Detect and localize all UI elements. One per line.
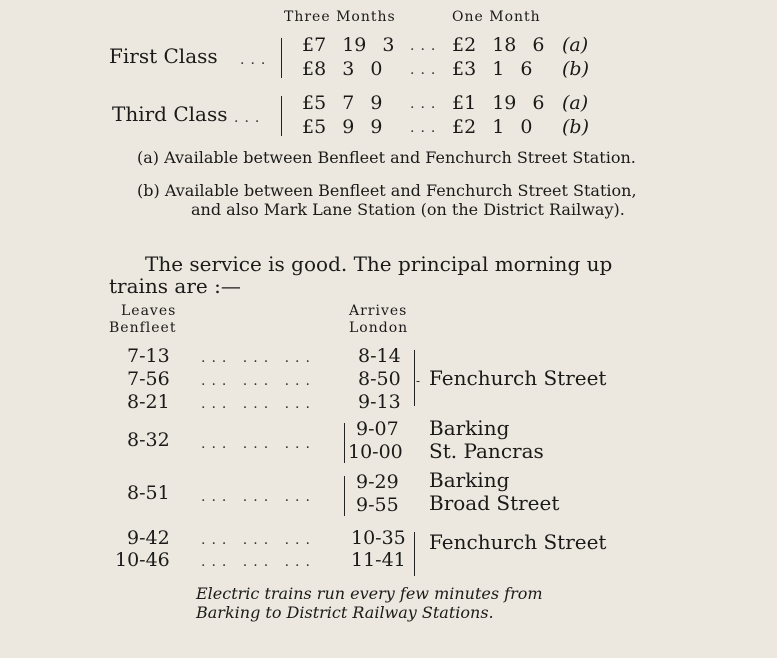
third-note-b: (b) <box>562 116 589 138</box>
footer-line1: Electric trains run every few minutes from <box>196 584 543 603</box>
col-london: London <box>349 320 409 336</box>
note-b-line1: (b) Available between Benfleet and Fenchurch Street Station, <box>137 181 637 200</box>
first-one-b: £3 1 6 <box>452 58 533 80</box>
brace-group-4 <box>412 532 415 576</box>
dest-barking-2: Barking <box>429 468 510 492</box>
first-three-a: £7 19 3 <box>302 34 395 56</box>
arrive-1: 8-14 <box>358 345 401 367</box>
third-sep-a: ... <box>410 96 442 112</box>
first-class-label: First Class <box>109 44 218 68</box>
dots-6: ... ... ... <box>201 489 316 505</box>
first-note-b: (b) <box>562 58 589 80</box>
third-note-a: (a) <box>562 92 589 114</box>
leave-9: 10-46 <box>115 549 170 571</box>
arrive-6: 9-29 <box>356 471 399 493</box>
third-three-b: £5 9 9 <box>302 116 383 138</box>
brace-tick-1: - <box>416 374 421 388</box>
service-line2: trains are :— <box>109 274 241 298</box>
note-b-line2: and also Mark Lane Station (on the District Railway). <box>191 200 625 219</box>
note-a: (a) Available between Benfleet and Fenchurch Street Station. <box>137 148 636 167</box>
leave-1: 7-13 <box>127 345 170 367</box>
first-three-b: £8 3 0 <box>302 58 383 80</box>
arrive-8: 10-35 <box>351 527 406 549</box>
first-class-dots: ... <box>240 52 272 68</box>
brace-group-2 <box>344 423 345 463</box>
arrive-9: 11-41 <box>351 549 406 571</box>
col-benfleet: Benfleet <box>109 320 177 336</box>
first-note-a: (a) <box>562 34 589 56</box>
dots-8: ... ... ... <box>201 532 316 548</box>
dest-barking-1: Barking <box>429 416 510 440</box>
col-leaves: Leaves <box>121 303 177 319</box>
leave-3: 8-21 <box>127 391 170 413</box>
dots-2: ... ... ... <box>201 373 316 389</box>
dest-broad-street: Broad Street <box>429 491 560 515</box>
third-class-dots: ... <box>234 110 266 126</box>
brace-group-3 <box>344 476 345 516</box>
dots-1: ... ... ... <box>201 350 316 366</box>
dest-fenchurch-2: Fenchurch Street <box>429 530 607 554</box>
leave-6: 8-51 <box>127 482 170 504</box>
first-class-brace <box>281 38 282 78</box>
third-one-b: £2 1 0 <box>452 116 533 138</box>
header-three-months: Three Months <box>284 9 396 25</box>
dest-st-pancras: St. Pancras <box>429 439 544 463</box>
arrive-2: 8-50 <box>358 368 401 390</box>
dots-9: ... ... ... <box>201 554 316 570</box>
third-class-brace <box>281 96 282 136</box>
leave-8: 9-42 <box>127 527 170 549</box>
first-one-a: £2 18 6 <box>452 34 545 56</box>
arrive-7: 9-55 <box>356 494 399 516</box>
brace-group-1 <box>412 350 415 406</box>
third-class-label: Third Class <box>112 102 228 126</box>
third-three-a: £5 7 9 <box>302 92 383 114</box>
leave-4: 8-32 <box>127 429 170 451</box>
dots-4: ... ... ... <box>201 436 316 452</box>
arrive-4: 9-07 <box>356 418 399 440</box>
arrive-5: 10-00 <box>348 441 403 463</box>
dest-fenchurch-1: Fenchurch Street <box>429 366 607 390</box>
dots-3: ... ... ... <box>201 396 316 412</box>
arrive-3: 9-13 <box>358 391 401 413</box>
col-arrives: Arrives <box>349 303 408 319</box>
leave-2: 7-56 <box>127 368 170 390</box>
first-sep-a: ... <box>410 38 442 54</box>
third-one-a: £1 19 6 <box>452 92 545 114</box>
service-line1: The service is good. The principal morning up <box>145 252 613 276</box>
first-sep-b: ... <box>410 62 442 78</box>
footer-line2: Barking to District Railway Stations. <box>196 603 494 622</box>
header-one-month: One Month <box>452 9 541 25</box>
third-sep-b: ... <box>410 120 442 136</box>
